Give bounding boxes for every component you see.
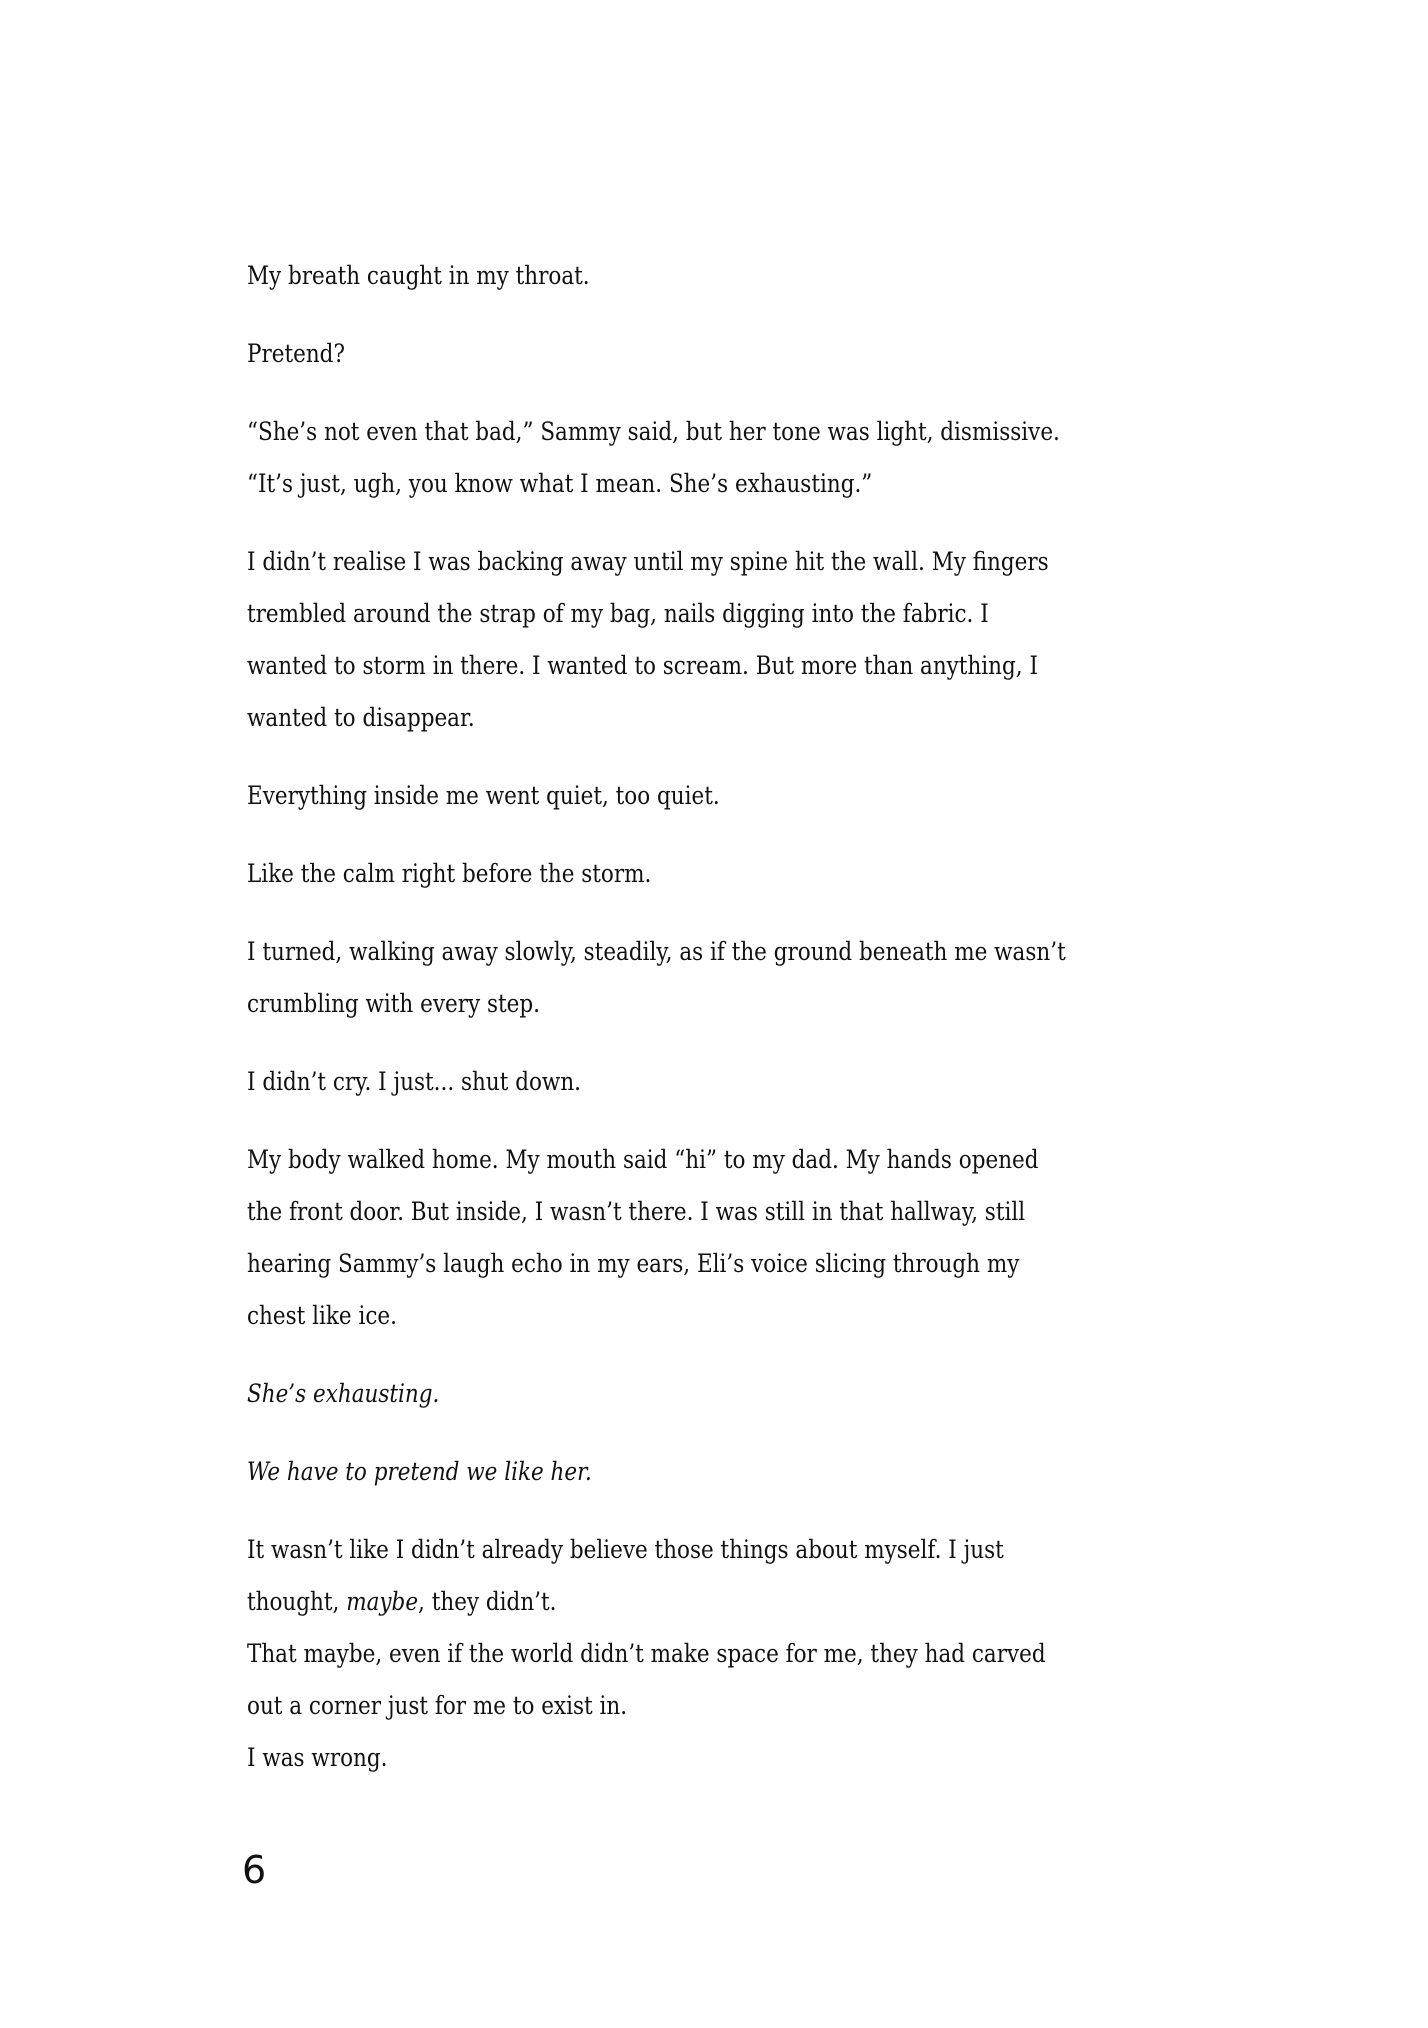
paragraph-2: Pretend? [247,339,345,368]
italic-quote-2: We have to pretend we like her. [247,1457,592,1486]
paragraph-4: I didn’t realise I was backing away until my spine hit the wall. My fingers trembled around the strap of my bag, nails digging into the fabric. I wanted to storm in there. I wanted to scream. But more than anything, I wanted to disappear. [247,547,1049,732]
final-paragraph-lead: It wasn’t like I didn’t already believe those things about myself. I just thought, [247,1535,1004,1616]
italic-quote-1: She’s exhausting. [247,1379,440,1408]
paragraph-3: “She’s not even that bad,” Sammy said, but her tone was light, dismissive. “It’s just, ugh, you know what I mean. She’s exhausting.” [247,417,1060,498]
paragraph-5: Everything inside me went quiet, too quiet. [247,781,720,810]
page-number: 6 [242,1848,267,1892]
body-text [247,250,1073,1784]
paragraph-9: My body walked home. My mouth said “hi” to my dad. My hands opened the front door. But inside, I wasn’t there. I was still in that hallway, still hearing Sammy’s laugh echo in my ears, Eli’s voice slicing through my chest like ice. [247,1145,1039,1330]
closing-line-1: That maybe, even if the world didn’t make space for me, they had carved out a corner just for me to exist in. [247,1639,1046,1720]
final-paragraph-tail: , they didn’t. [418,1587,557,1616]
paragraph-7: I turned, walking away slowly, steadily, as if the ground beneath me wasn’t crumbling with every step. [247,937,1066,1018]
paragraph-6: Like the calm right before the storm. [247,859,652,888]
closing-line-2: I was wrong. [247,1743,388,1772]
paragraph-1: My breath caught in my throat. [247,261,590,290]
final-paragraph [247,1524,1073,1628]
paragraph-8: I didn’t cry. I just... shut down. [247,1067,582,1096]
final-paragraph-emphasis: maybe [346,1587,419,1616]
